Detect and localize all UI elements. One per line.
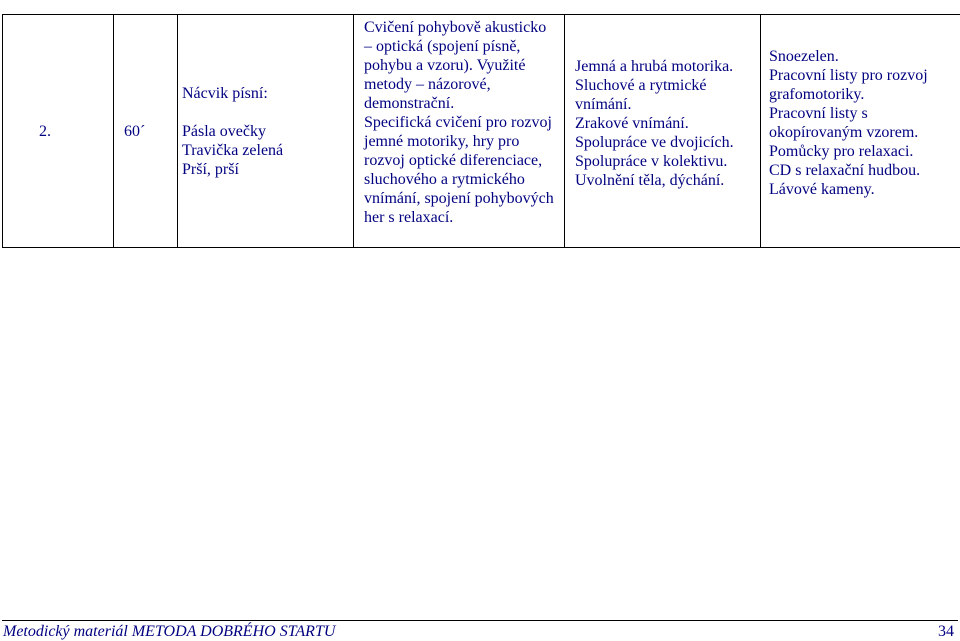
method-line: – optická (spojení písně, <box>364 38 521 55</box>
lesson-number: 2. <box>39 122 51 140</box>
method-line: her s relaxací. <box>364 209 454 226</box>
topic-line: Prší, prší <box>182 160 239 178</box>
goal-line: Spolupráce v kolektivu. <box>575 153 728 170</box>
aids-line: Pomůcky pro relaxaci. <box>769 143 914 160</box>
footer-title: Metodický materiál METODA DOBRÉHO STARTU <box>3 623 336 640</box>
lesson-plan-table <box>2 14 960 248</box>
goal-line: Uvolnění těla, dýchání. <box>575 172 725 189</box>
goal-cell <box>565 15 761 248</box>
method-line: demonstrační. <box>364 95 455 112</box>
aids-line: grafomotoriky. <box>769 86 865 103</box>
method-line: vnímání, spojení pohybových <box>364 190 554 207</box>
method-line: rozvoj optické diferenciace, <box>364 152 543 169</box>
aids-line: Lávové kameny. <box>769 181 875 198</box>
aids-line: CD s relaxační hudbou. <box>769 162 921 179</box>
aids-line: Pracovní listy s <box>769 105 868 122</box>
goal-line: Jemná a hrubá motorika. <box>575 58 734 75</box>
goal-line: Spolupráce ve dvojicích. <box>575 134 734 151</box>
duration-minutes: 60´ <box>124 122 146 140</box>
footer-divider <box>2 620 958 621</box>
method-line: Cvičení pohybově akusticko <box>364 19 547 36</box>
topic-line: Pásla ovečky <box>182 122 266 140</box>
goal-line: Zrakové vnímání. <box>575 115 689 132</box>
page-number: 34 <box>938 623 954 640</box>
method-line: sluchového a rytmického <box>364 171 525 188</box>
goal-line: vnímání. <box>575 96 632 113</box>
aids-line: okopírovaným vzorem. <box>769 124 919 141</box>
method-line: pohybu a vzoru). Využité <box>364 57 526 74</box>
method-cell <box>354 15 565 248</box>
topic-cell <box>178 15 354 248</box>
method-line: Specifická cvičení pro rozvoj <box>364 114 552 131</box>
topic-line: Travička zelená <box>182 141 284 159</box>
goal-line: Sluchové a rytmické <box>575 77 707 94</box>
method-line: metody – názorové, <box>364 76 491 93</box>
duration-cell <box>114 15 178 248</box>
topic-line: Nácvik písní: <box>182 84 268 102</box>
method-line: jemné motoriky, hry pro <box>364 133 520 150</box>
topic-line <box>182 103 349 122</box>
aids-line: Snoezelen. <box>769 48 839 65</box>
aids-cell <box>761 15 960 248</box>
table-row <box>3 15 960 248</box>
aids-line: Pracovní listy pro rozvoj <box>769 67 928 84</box>
lesson-number-cell <box>3 15 114 248</box>
